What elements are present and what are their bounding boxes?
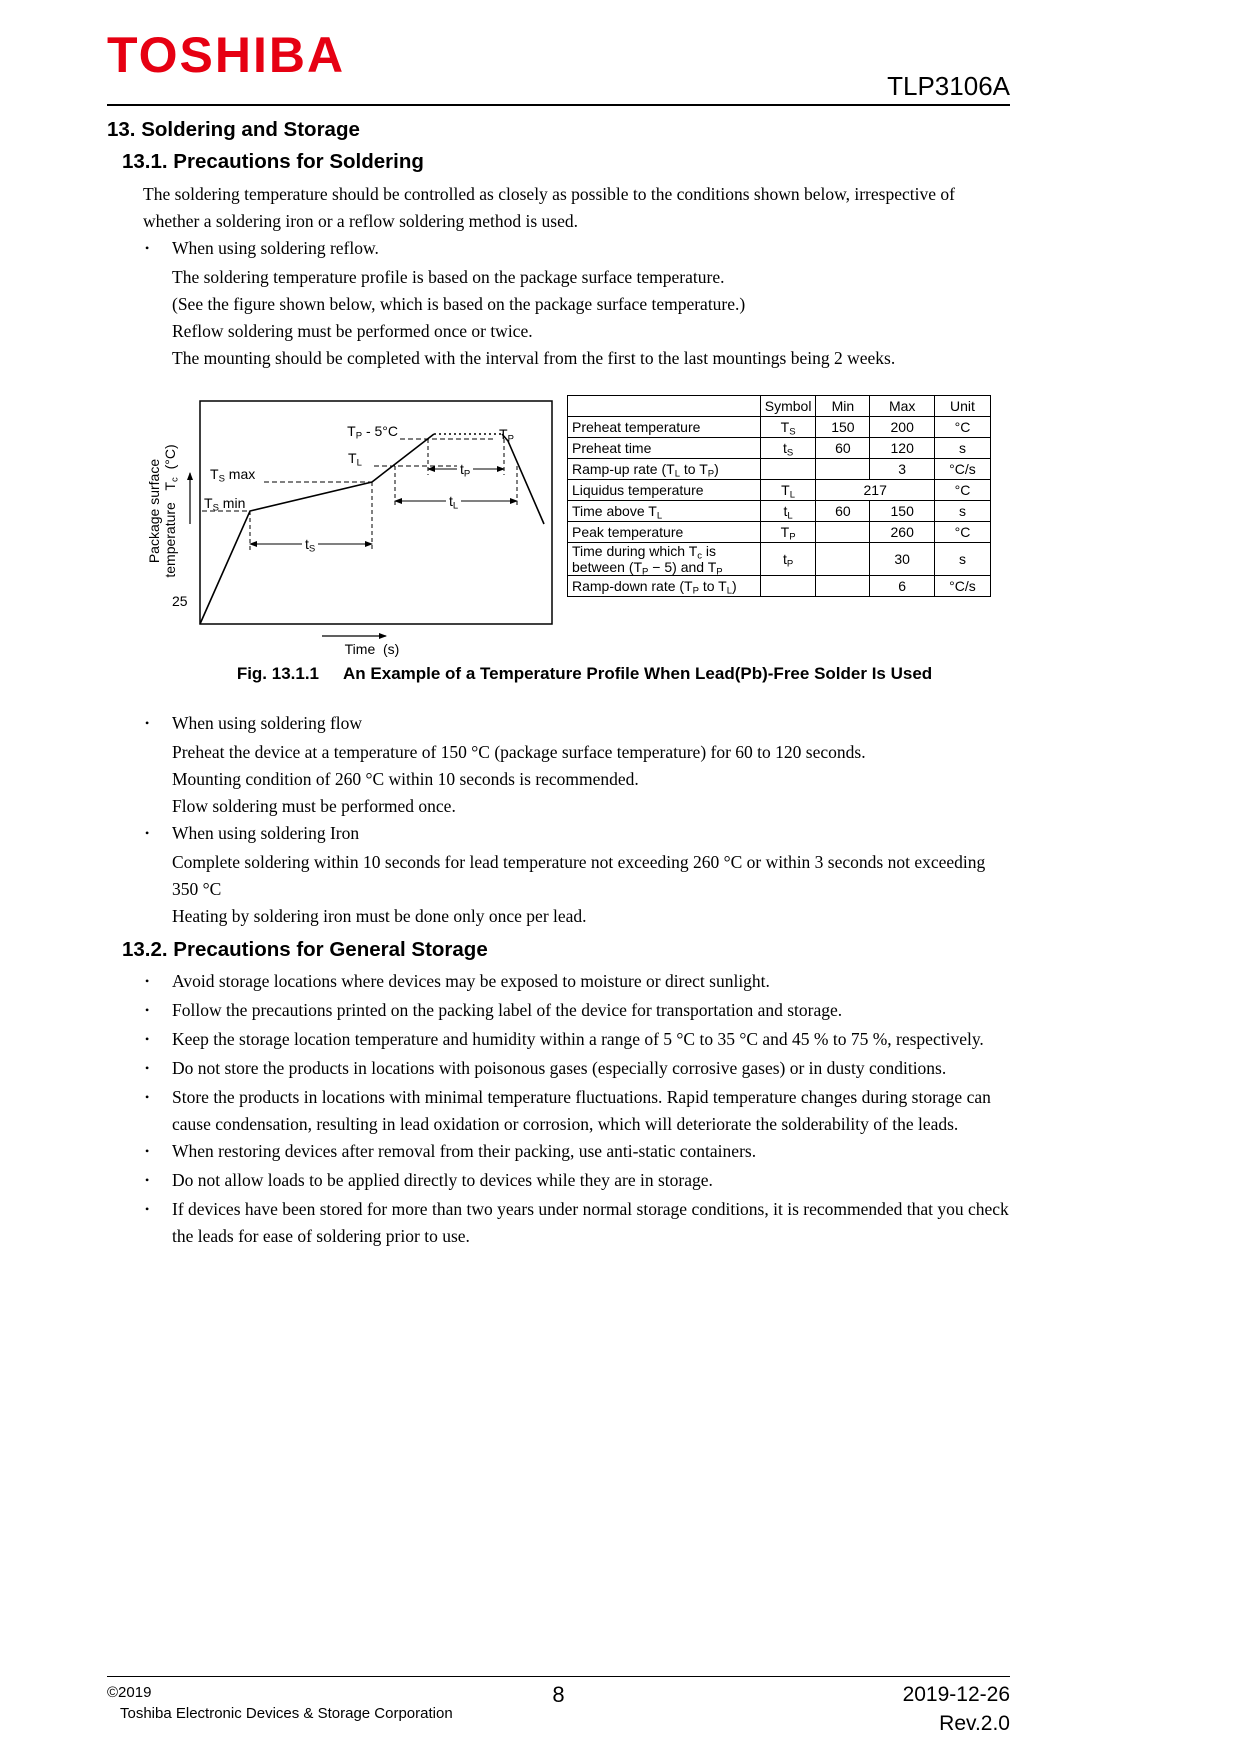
bullet-dot: [145, 1084, 172, 1138]
list-item: [145, 1055, 1010, 1084]
iron-details: [172, 849, 1010, 930]
flow-line: Mounting condition of 260 °C within 10 seconds is recommended.: [172, 769, 639, 789]
list-item: [145, 1026, 1010, 1055]
tp-label: $T_P$: [499, 426, 514, 445]
storage-precautions-list: [107, 968, 1010, 1250]
list-item: [145, 968, 1010, 997]
solder-profile-table: [567, 395, 991, 597]
bullet-dot: [145, 1196, 172, 1250]
copyright-year: ©2019: [107, 1684, 152, 1701]
bullet-iron: [145, 820, 1010, 849]
table-row: [568, 438, 991, 459]
bullet-dot: [145, 968, 172, 997]
bullet-reflow-label: When using soldering reflow.: [172, 238, 379, 258]
temperature-profile-figure: [107, 389, 1010, 661]
table-row: [568, 417, 991, 438]
table-cell: Preheat time: [568, 438, 761, 459]
reflow-line: The soldering temperature profile is based on the package surface temperature.: [172, 267, 725, 287]
column-header-unit: Unit: [934, 396, 990, 417]
list-item: [145, 997, 1010, 1026]
table-cell: $T_S$: [760, 417, 816, 438]
column-header-blank: [568, 396, 761, 417]
table-cell-merged: 217: [816, 480, 935, 501]
table-cell: °C/s: [934, 576, 990, 597]
list-item-text: Follow the precautions printed on the packing label of the device for transportation and storage.: [172, 1000, 843, 1020]
table-cell: s: [934, 501, 990, 522]
table-cell: Time above $T_L$: [568, 501, 761, 522]
table-cell: 120: [870, 438, 935, 459]
table-cell: [816, 543, 870, 576]
figure-caption-number: Fig. 13.1.1: [236, 664, 320, 683]
table-cell: Liquidus temperature: [568, 480, 761, 501]
bullet-dot: [145, 235, 172, 264]
origin-temperature-label: 25: [172, 593, 188, 609]
table-cell: $t_L$: [760, 501, 816, 522]
list-item: [145, 1084, 1010, 1138]
list-item-text: Do not allow loads to be applied directly to devices while they are in storage.: [172, 1170, 713, 1190]
reflow-line: The mounting should be completed with the interval from the first to the last mountings being 2 weeks.: [172, 348, 896, 368]
bullet-dot: [145, 1026, 172, 1055]
table-row: [568, 501, 991, 522]
footer-revision-block: [903, 1680, 1010, 1738]
table-cell: $t_P$: [760, 543, 816, 576]
ts-max-label: $T_S$ max: [210, 466, 256, 485]
table-cell: °C/s: [934, 459, 990, 480]
list-item-text: Keep the storage location temperature and humidity within a range of 5 °C to 35 °C and 45 % to 75 %, respectively.: [172, 1029, 984, 1049]
table-cell: $T_L$: [760, 480, 816, 501]
table-cell: 60: [816, 501, 870, 522]
table-cell: [816, 576, 870, 597]
table-cell: $T_P$: [760, 522, 816, 543]
tl-time-label: $t_L$: [446, 493, 461, 509]
page-number: 8: [552, 1682, 565, 1707]
company-name: Toshiba Electronic Devices & Storage Corporation: [120, 1705, 453, 1722]
page-header: [107, 26, 1010, 104]
column-header-symbol: Symbol: [760, 396, 816, 417]
bullet-dot: [145, 1167, 172, 1196]
section-13-1-title: 13.1. Precautions for Soldering: [122, 150, 424, 173]
figure-caption: [107, 664, 1010, 684]
table-cell: $t_S$: [760, 438, 816, 459]
bullet-dot: [145, 1055, 172, 1084]
table-cell: Ramp-down rate ($T_P$ to $T_L$): [568, 576, 761, 597]
footer-copyright-block: [107, 1682, 453, 1724]
bullet-iron-label: When using soldering Iron: [172, 823, 360, 843]
list-item-text: Do not store the products in locations with poisonous gases (especially corrosive gases) or in dusty conditions.: [172, 1058, 947, 1078]
table-cell: 200: [870, 417, 935, 438]
table-cell: 150: [870, 501, 935, 522]
table-cell: Preheat temperature: [568, 417, 761, 438]
temperature-profile-graph: [132, 389, 597, 661]
list-item: [145, 1167, 1010, 1196]
table-cell: [816, 459, 870, 480]
profile-curve: [200, 434, 544, 624]
tp-time-label: $t_P$: [457, 461, 473, 477]
iron-line: Heating by soldering iron must be done only once per lead.: [172, 906, 587, 926]
part-number: TLP3106A: [887, 71, 1010, 101]
flow-line: Preheat the device at a temperature of 150 °C (package surface temperature) for 60 to 120 seconds.: [172, 742, 866, 762]
reflow-details: [172, 264, 1010, 372]
table-cell: [816, 522, 870, 543]
table-cell: 3: [870, 459, 935, 480]
flow-line: Flow soldering must be performed once.: [172, 796, 456, 816]
tl-label: $T_L$: [348, 450, 362, 469]
ts-min-label: $T_S$ min: [204, 495, 246, 514]
flow-details: [172, 739, 1010, 820]
list-item: [145, 1196, 1010, 1250]
table-row: [568, 576, 991, 597]
table-cell: °C: [934, 480, 990, 501]
list-item-text: When restoring devices after removal from their packing, use anti-static containers.: [172, 1141, 757, 1161]
document-date: 2019-12-26: [902, 1683, 1010, 1706]
header-rule: [107, 104, 1010, 106]
y-axis-label: Package surface temperature $T_c$ (°C): [146, 444, 181, 578]
soldering-intro-paragraph: The soldering temperature should be controlled as closely as possible to the conditions shown below, irrespective of whether a soldering iron or a reflow soldering method is used.: [143, 184, 955, 231]
table-cell: °C: [934, 522, 990, 543]
table-row: [568, 480, 991, 501]
table-cell: s: [934, 543, 990, 576]
table-cell: °C: [934, 417, 990, 438]
list-item-text: If devices have been stored for more than two years under normal storage conditions, it is recommended that you check the leads for ease of soldering prior to use.: [172, 1199, 1009, 1246]
bullet-flow: [145, 710, 1010, 739]
tp-minus-5-label: $T_P - 5^\circ C$: [347, 423, 398, 442]
table-cell: s: [934, 438, 990, 459]
toshiba-logo: TOSHIBA: [107, 27, 346, 83]
interval-arrows: [250, 469, 517, 544]
bullet-dot: [145, 997, 172, 1026]
ts-time-label: $t_S$: [302, 536, 318, 552]
column-header-min: Min: [816, 396, 870, 417]
section-13-title: 13. Soldering and Storage: [107, 118, 360, 141]
table-cell: [760, 576, 816, 597]
bullet-dot: [145, 820, 172, 849]
table-header-row: [568, 396, 991, 417]
table-row: [568, 459, 991, 480]
reflow-line: (See the figure shown below, which is based on the package surface temperature.): [172, 294, 746, 314]
reflow-line: Reflow soldering must be performed once or twice.: [172, 321, 533, 341]
table-row: [568, 543, 991, 576]
list-item-text: Store the products in locations with minimal temperature fluctuations. Rapid temperature changes during storage can cause condensation, resulting in lead oxidation or corrosion, which will deteriorate the solderability of the leads.: [172, 1087, 991, 1134]
table-cell: 60: [816, 438, 870, 459]
table-cell: 6: [870, 576, 935, 597]
table-cell: 30: [870, 543, 935, 576]
table-row: [568, 522, 991, 543]
page-footer: [107, 1676, 1010, 1742]
table-cell: [760, 459, 816, 480]
bullet-dot: [145, 1138, 172, 1167]
list-item: [145, 1138, 1010, 1167]
bullet-dot: [145, 710, 172, 739]
table-cell: Time during which $T_c$ is between $(T_P - 5)$ and $T_P$: [568, 543, 761, 576]
revision-number: Rev.2.0: [939, 1712, 1010, 1735]
section-13-2-title: 13.2. Precautions for General Storage: [122, 938, 488, 961]
x-axis-label: Time (s): [344, 641, 400, 657]
bullet-reflow: [145, 235, 1010, 264]
table-cell: 150: [816, 417, 870, 438]
column-header-max: Max: [870, 396, 935, 417]
table-cell: Ramp-up rate ($T_L$ to $T_P$): [568, 459, 761, 480]
iron-line: Complete soldering within 10 seconds for lead temperature not exceeding 260 °C or within 3 seconds not exceeding 350 °C: [172, 852, 986, 899]
table-cell: Peak temperature: [568, 522, 761, 543]
list-item-text: Avoid storage locations where devices may be exposed to moisture or direct sunlight.: [172, 971, 770, 991]
table-cell: 260: [870, 522, 935, 543]
bullet-flow-label: When using soldering flow: [172, 713, 363, 733]
figure-caption-text: An Example of a Temperature Profile When Lead(Pb)-Free Solder Is Used: [343, 664, 933, 683]
